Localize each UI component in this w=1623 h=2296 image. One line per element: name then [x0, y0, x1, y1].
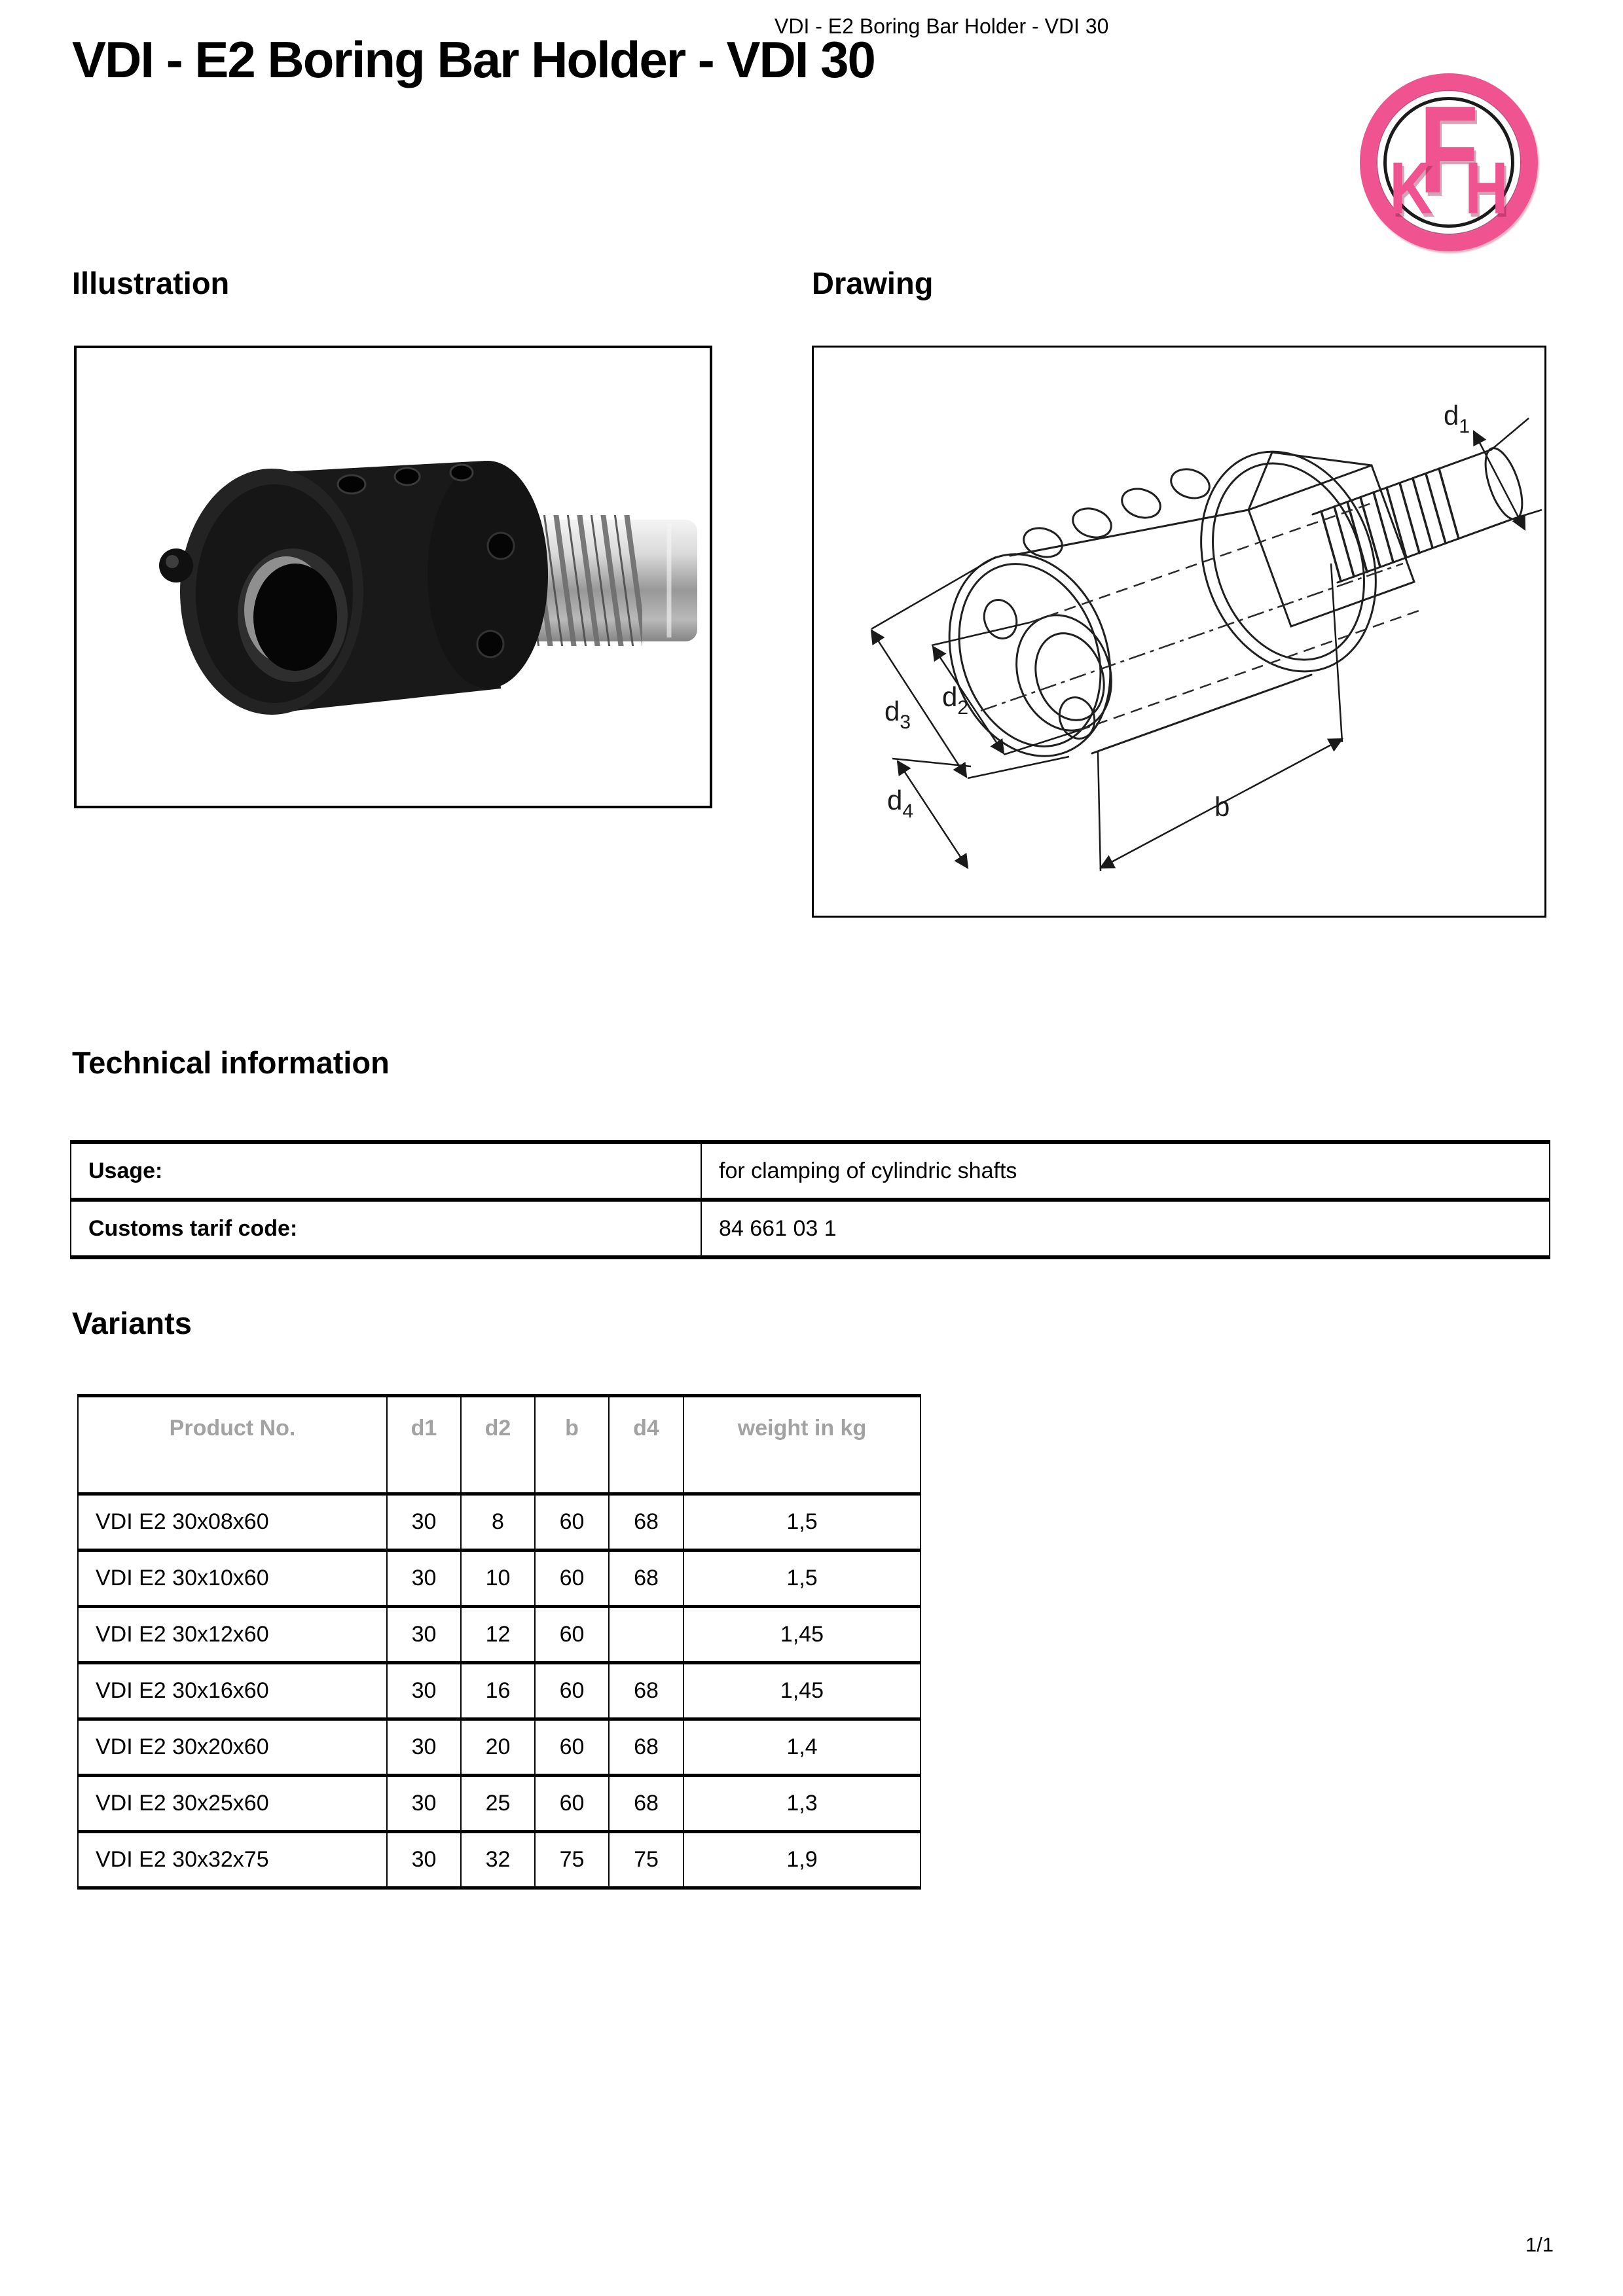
cell-d4: 68: [609, 1663, 684, 1719]
cell-product-no: VDI E2 30x16x60: [78, 1663, 387, 1719]
page-number: 1/1: [1525, 2233, 1554, 2256]
cell-b: 60: [535, 1663, 609, 1719]
table-row: [78, 1832, 921, 1888]
cell-product-no: VDI E2 30x10x60: [78, 1551, 387, 1607]
section-title-variants: Variants: [72, 1306, 192, 1340]
kfh-logo-icon: [1360, 73, 1538, 251]
cell-d4: [609, 1607, 684, 1663]
table-row: [78, 1719, 921, 1776]
technical-drawing: [812, 346, 1546, 918]
cell-d2: 32: [461, 1832, 535, 1888]
table-row: [78, 1663, 921, 1719]
cell-weight: 1,9: [684, 1832, 921, 1888]
cell-d1: 30: [387, 1494, 461, 1551]
cell-d1: 30: [387, 1719, 461, 1776]
cell-d4: 75: [609, 1832, 684, 1888]
cell-d2: 20: [461, 1719, 535, 1776]
section-title-illustration: Illustration: [72, 266, 230, 300]
dimension-label-d1: $d_1$: [1444, 400, 1470, 437]
cell-product-no: VDI E2 30x12x60: [78, 1607, 387, 1663]
variants-col-d2: d2: [461, 1396, 535, 1494]
cell-weight: 1,3: [684, 1776, 921, 1832]
page-header: VDI - E2 Boring Bar Holder - VDI 30: [775, 14, 1109, 38]
variants-col-weight: weight in kg: [684, 1396, 921, 1494]
product-photo: [74, 346, 712, 808]
table-row: [78, 1494, 921, 1551]
cell-product-no: VDI E2 30x32x75: [78, 1832, 387, 1888]
cell-d2: 25: [461, 1776, 535, 1832]
cell-d4: 68: [609, 1719, 684, 1776]
cell-d1: 30: [387, 1551, 461, 1607]
cell-d2: 10: [461, 1551, 535, 1607]
cell-b: 60: [535, 1719, 609, 1776]
cell-d1: 30: [387, 1832, 461, 1888]
variants-col-d4: d4: [609, 1396, 684, 1494]
cell-d4: 68: [609, 1551, 684, 1607]
table-row: [71, 1200, 1550, 1257]
cell-weight: 1,5: [684, 1551, 921, 1607]
section-title-drawing: Drawing: [812, 266, 934, 300]
cell-b: 60: [535, 1551, 609, 1607]
cell-b: 75: [535, 1832, 609, 1888]
variants-header-row: [78, 1396, 921, 1494]
technical-drawing-graphic: [814, 348, 1544, 916]
cell-product-no: VDI E2 30x25x60: [78, 1776, 387, 1832]
cell-weight: 1,45: [684, 1607, 921, 1663]
table-row: [78, 1607, 921, 1663]
cell-product-no: VDI E2 30x08x60: [78, 1494, 387, 1551]
table-row: [71, 1142, 1550, 1200]
tech-info-value-customs: 84 661 03 1: [701, 1200, 1550, 1257]
cell-weight: 1,45: [684, 1663, 921, 1719]
dimension-label-d2: $d_2$: [942, 681, 969, 719]
cell-weight: 1,4: [684, 1719, 921, 1776]
product-photo-graphic: [77, 348, 710, 806]
dimension-label-d4: $d_4$: [887, 785, 914, 822]
cell-b: 60: [535, 1494, 609, 1551]
cell-b: 60: [535, 1607, 609, 1663]
cell-d1: 30: [387, 1607, 461, 1663]
table-row: [78, 1776, 921, 1832]
cell-b: 60: [535, 1776, 609, 1832]
technical-info-table: [70, 1140, 1550, 1259]
cell-d4: 68: [609, 1776, 684, 1832]
variants-col-b: b: [535, 1396, 609, 1494]
variants-table-body: [78, 1494, 921, 1888]
tech-info-label-usage: Usage:: [71, 1142, 701, 1200]
logo-letter-f: F: [1419, 81, 1479, 219]
tech-info-value-usage: for clamping of cylindric shafts: [701, 1142, 1550, 1200]
cell-d2: 12: [461, 1607, 535, 1663]
cell-d1: 30: [387, 1663, 461, 1719]
cell-d1: 30: [387, 1776, 461, 1832]
page-title: VDI - E2 Boring Bar Holder - VDI 30: [72, 31, 875, 88]
variants-table: [77, 1394, 921, 1890]
cell-d2: 8: [461, 1494, 535, 1551]
cell-product-no: VDI E2 30x20x60: [78, 1719, 387, 1776]
cell-weight: 1,5: [684, 1494, 921, 1551]
variants-col-product-no: Product No.: [78, 1396, 387, 1494]
cell-d4: 68: [609, 1494, 684, 1551]
cell-d2: 16: [461, 1663, 535, 1719]
dimension-label-b: b: [1214, 791, 1230, 822]
variants-col-d1: d1: [387, 1396, 461, 1494]
dimension-label-d3: $d_3$: [884, 696, 911, 733]
section-title-technical-information: Technical information: [72, 1045, 390, 1080]
logo-letter-k: K: [1389, 147, 1433, 229]
table-row: [78, 1551, 921, 1607]
tech-info-label-customs: Customs tarif code:: [71, 1200, 701, 1257]
logo-letter-h: H: [1465, 147, 1508, 229]
